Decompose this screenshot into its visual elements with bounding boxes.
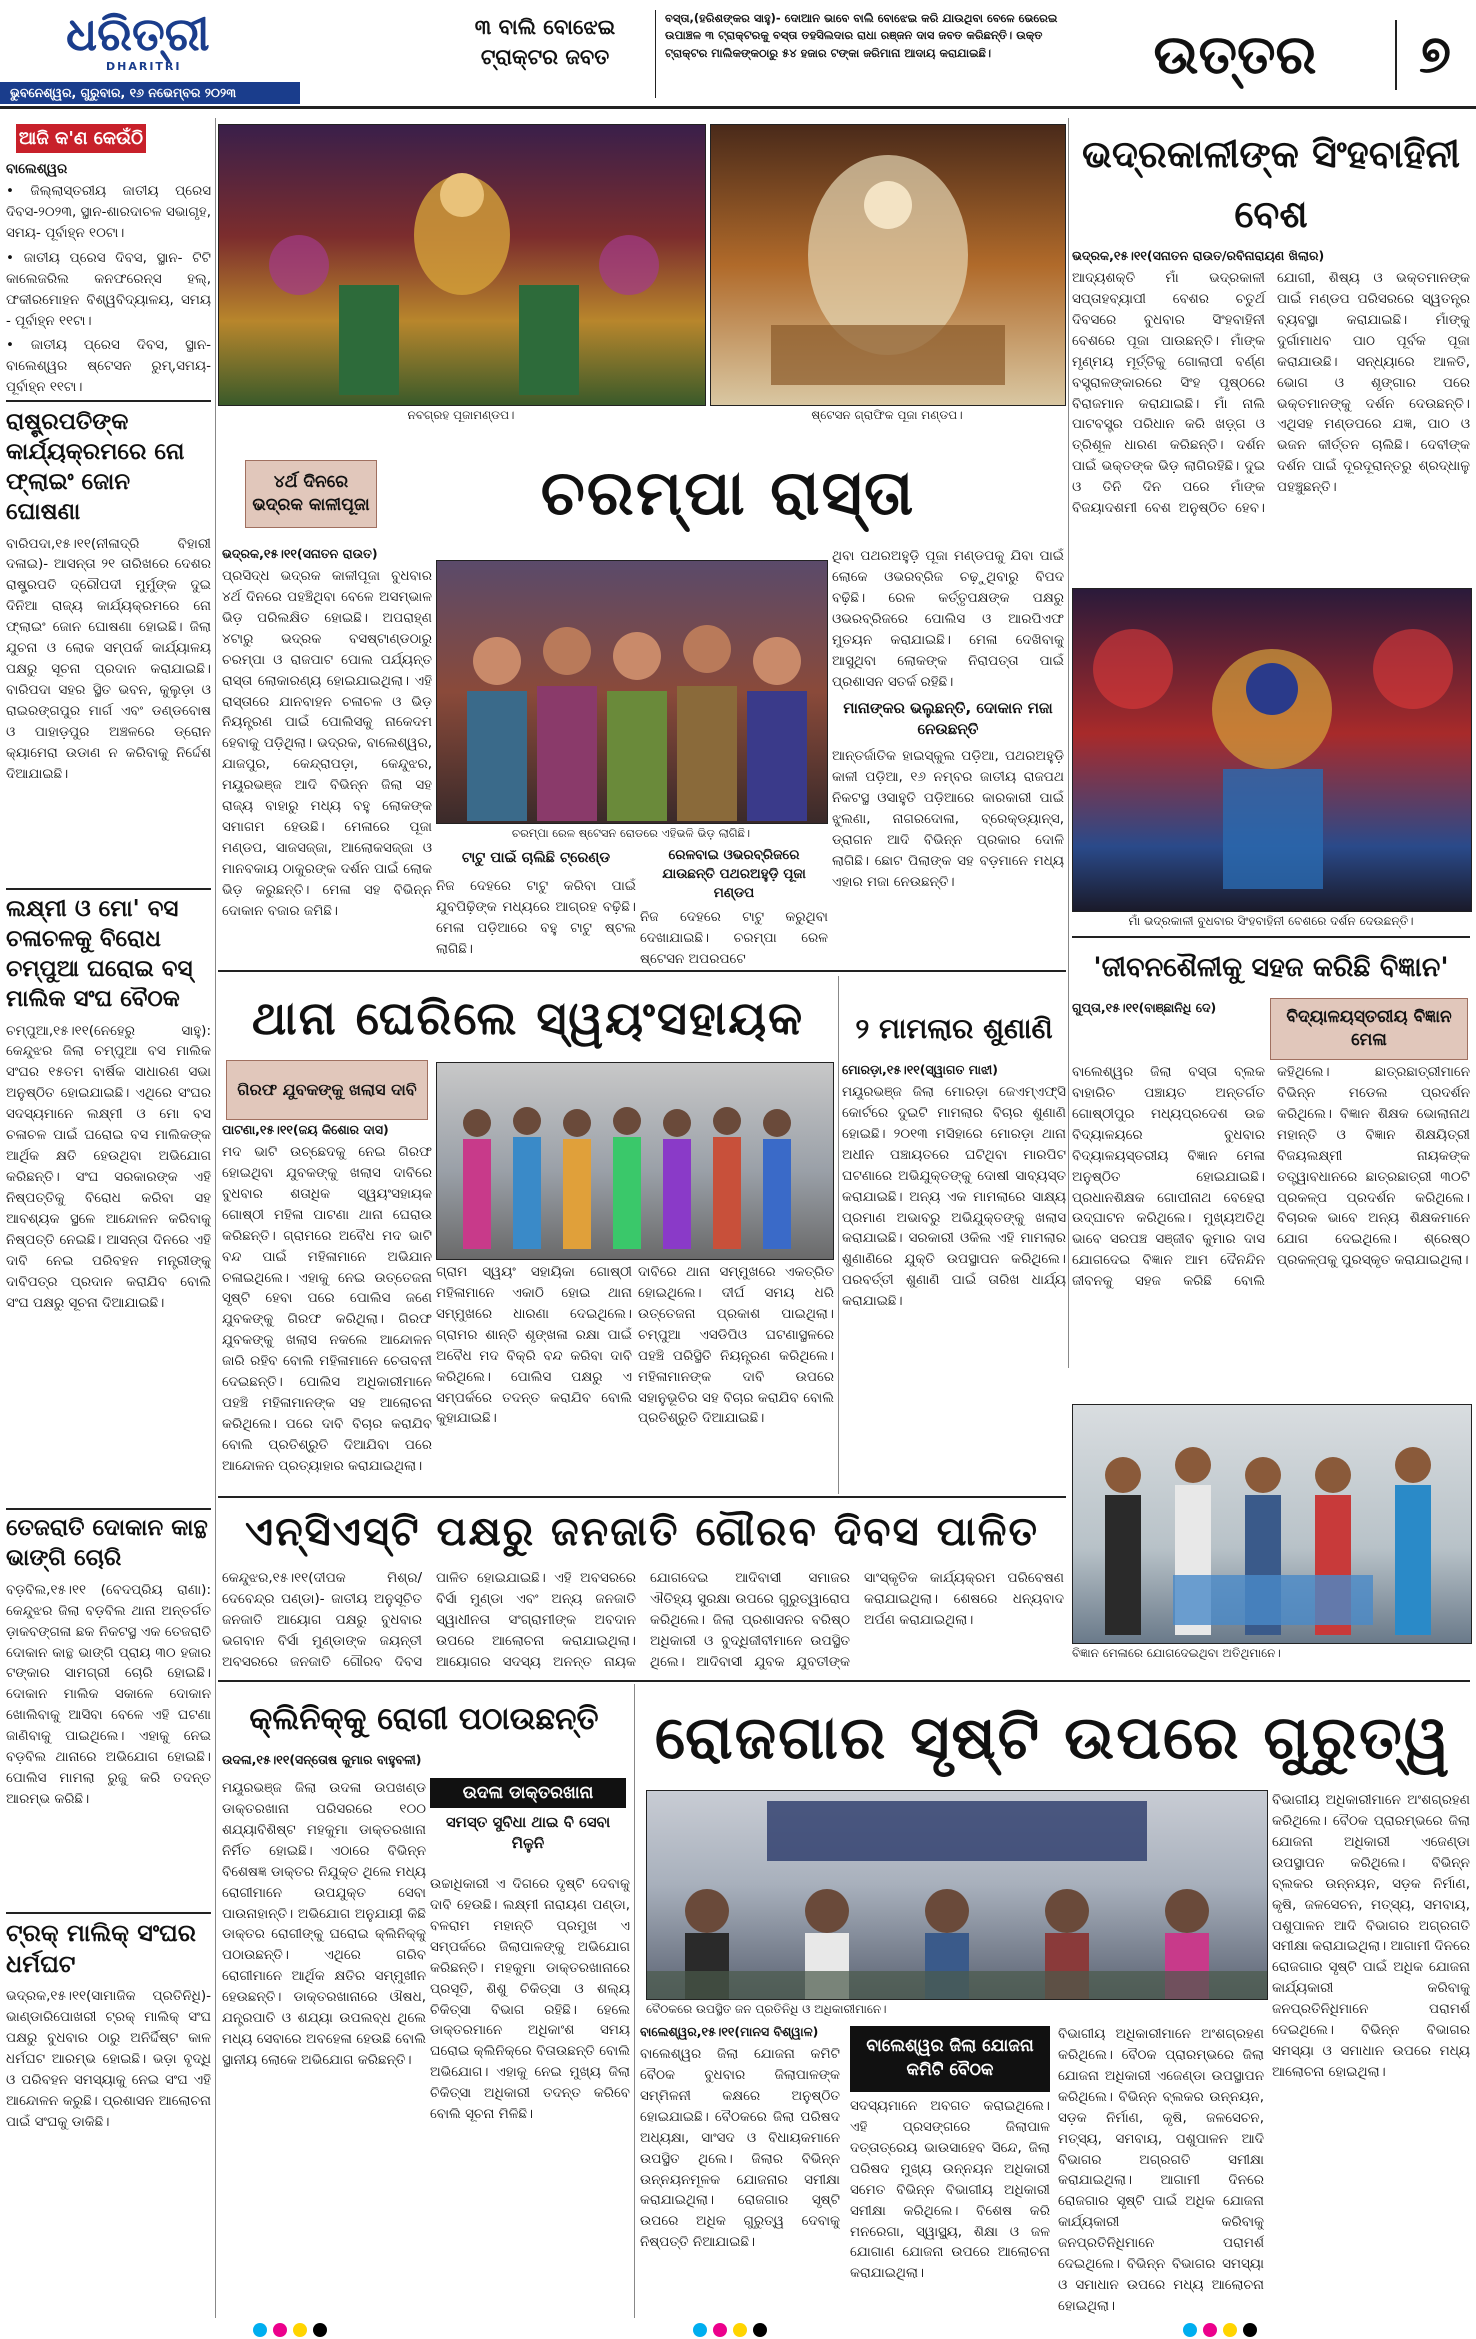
science-fair-illustration	[1073, 1405, 1471, 1643]
theft-headline: ତେଜରାତି ଦୋକାନ କାନ୍ଥ ଭାଙ୍ଗି ଚୋରି	[6, 1515, 208, 1571]
shg-col1: ପାଟଣା,୧୫।୧୧(ଜୟ କିଶୋର ଦାସ) ମଦ ଭାଟି ଉଚ୍ଛେଦକୁ ନେଇ ଗିରଫ ହୋଇଥିବା ଯୁବକଙ୍କୁ ଖଲାସ ଦାବିରେ ବୁଧବାର ଶତାଧିକ ସ୍ୱୟଂସହାୟକ ଗୋଷ୍ଠୀ ମହିଳା ପାଟଣା ଥାନା ଘେରାଉ କରିଛନ୍ତି। ଗ୍ରାମରେ ଅବୈଧ ମଦ ଭାଟି ବନ୍ଦ ପାଇଁ ମହିଳାମାନେ ଅଭିଯାନ ଚଳାଇଥିଲେ। ଏହାକୁ ନେଇ ଉତ୍ତେଜନା ସୃଷ୍ଟି ହେବା ପରେ ପୋଲିସ ଜଣେ ଯୁବକଙ୍କୁ ଗିରଫ କରିଥିଲା। ଗିରଫ ଯୁବକଙ୍କୁ ଖଲାସ ନକଲେ ଆନ୍ଦୋଳନ ଜାରି ରହିବ ବୋଲି ମହିଳାମାନେ ଚେତାବନୀ ଦେଇଛନ୍ତି। ପୋଲିସ ଅଧିକାରୀମାନେ ପହଞ୍ଚି ମହିଳାମାନଙ୍କ ସହ ଆଲୋଚନା କରିଥିଲେ। ପରେ ଦାବି ବିଚାର କରାଯିବ ବୋଲି ପ୍ରତିଶ୍ରୁତି ଦିଆଯିବା ପରେ ଆନ୍ଦୋଳନ ପ୍ରତ୍ୟାହାର କରାଯାଇଥିଲା।	[222, 1122, 432, 1474]
durga-story	[1072, 124, 1470, 584]
employment-byline: ବାଲେଶ୍ୱର,୧୫।୧୧(ମାନସ ବିଶ୍ୱାଳ)	[640, 2024, 819, 2039]
kalipuja-sub1: ମାନାଙ୍କର ଭଲୁଛନ୍ତି, ଦୋକାନ ମଜା ନେଉଛନ୍ତି	[843, 699, 1053, 739]
durga-photo-2-caption: ଷ୍ଟେସନ ଗ୍ରାଫିକ ପୂଜା ମଣ୍ଡପ।	[811, 408, 963, 422]
truck-story	[6, 1918, 211, 2318]
kalipuja-col4: ରେଳବାଇ ଓଭରବ୍ରିଜରେ ଯାଉଛନ୍ତି ପଥରଅହୁଡ଼ି ପୂଜା ମଣ୍ଡପ ନିଜ ଦେହରେ ଟାଟୁ କରୁଥିବା ଦେଖାଯାଇଛି। ଚରମ୍ପା ରେଳ ଷ୍ଟେସନ ଅପରପଟେ	[640, 847, 828, 966]
science-byline: ଗୁପ୍ତା,୧୫।୧୧(ବାଞ୍ଛାନିଧି ଦେ)	[1072, 1000, 1217, 1015]
shg-kicker: ଗିରଫ ଯୁବକଙ୍କୁ ଖଲାସ ଦାବି	[226, 1060, 428, 1120]
employment-col3: ବିଭାଗୀୟ ଅଧିକାରୀମାନେ ଅଂଶଗ୍ରହଣ କରିଥିଲେ। ବୈଠକ ପ୍ରାରମ୍ଭରେ ଜିଲା ଯୋଜନା ଅଧିକାରୀ ଏଜେଣ୍ଡା ଉପସ୍ଥାପନ କରିଥିଲେ। ବିଭିନ୍ନ ବ୍ଲକର ଉନ୍ନୟନ, ସଡ଼କ ନିର୍ମାଣ, କୃଷି, ଜଳସେଚନ, ମତ୍ସ୍ୟ, ସମବାୟ, ପଶୁପାଳନ ଆଦି ବିଭାଗର ଅଗ୍ରଗତି ସମୀକ୍ଷା କରାଯାଇଥିଲା। ଆଗାମୀ ଦିନରେ ରୋଜଗାର ସୃଷ୍ଟି ପାଇଁ ଅଧିକ ଯୋଜନା କାର୍ଯ୍ୟକାରୀ କରିବାକୁ ଜନପ୍ରତିନିଧିମାନେ ପରାମର୍ଶ ଦେଇଥିଲେ। ବିଭିନ୍ନ ବିଭାଗର ସମସ୍ୟା ଓ ସମାଧାନ ଉପରେ ମଧ୍ୟ ଆଲୋଚନା ହୋଇଥିଲା।	[1058, 2026, 1264, 2314]
durga-body: ଆଦ୍ୟଶକ୍ତି ମାଁ ଭଦ୍ରକାଳୀ ସପ୍ତାହବ୍ୟାପୀ ବେଶର ଚତୁର୍ଥ ଦିବସରେ ବୁଧବାର ସିଂହବାହିନୀ ବେଶରେ ପୂଜା ପାଉଛନ୍ତି। ମାଁଙ୍କ ମୃଣ୍ମୟ ମୂର୍ତ୍ତିକୁ ଗୋଲାପୀ ବର୍ଣ୍ଣ ବସ୍ତ୍ରାଳଙ୍କାରରେ ସିଂହ ପୃଷ୍ଠରେ ବିରାଜମାନ କରାଯାଇଛି। ମାଁ ନାଲି ପାଟବସ୍ତ୍ର ପରିଧାନ କରି ଖଡ଼୍ଗ ଓ ତ୍ରିଶୂଳ ଧାରଣ କରିଛନ୍ତି। ଦର୍ଶନ ପାଇଁ ଭକ୍ତଙ୍କ ଭିଡ଼ ଲାଗିରହିଛି। ଦୁଇ ଓ ତିନି ଦିନ ପରେ ମାଁଙ୍କ ବିଜୟାଦଶମୀ ବେଶ ଅନୁଷ୍ଠିତ ହେବ। ଯୋଗୀ, ଶିଷ୍ୟ ଓ ଭକ୍ତମାନଙ୍କ ପାଇଁ ମଣ୍ଡପ ପରିସରରେ ସ୍ୱତନ୍ତ୍ର ବ୍ୟବସ୍ଥା କରାଯାଇଛି। ମାଁଙ୍କୁ ଦୁର୍ଗାମାଧବ ପାଠ ପୂର୍ବକ ପୂଜା କରାଯାଉଛି। ସନ୍ଧ୍ୟାରେ ଆଳତି, ଭୋଗ ଓ ଶୃଙ୍ଗାର ପରେ ଭକ୍ତମାନଙ୍କୁ ଦର୍ଶନ ଦେଉଛନ୍ତି। ଏଥିସହ ମଣ୍ଡପରେ ଯଜ୍ଞ, ପାଠ ଓ ଭଜନ କୀର୍ତ୍ତନ ଚାଲିଛି। ଦେବୀଙ୍କ ଦର୍ଶନ ପାଇଁ ଦୂରଦୂରାନ୍ତରୁ ଶ୍ରଦ୍ଧାଳୁ ପହଞ୍ଚୁଛନ୍ତି।	[1072, 270, 1470, 517]
science-kicker: ବିଦ୍ୟାଳୟସ୍ତରୀୟ ବିଜ୍ଞାନ ମେଳା	[1270, 998, 1468, 1060]
durga-headline: ଭଦ୍ରକାଳୀଙ୍କ ସିଂହବାହିନୀ ବେଶ	[1082, 132, 1460, 236]
page-number: ୭	[1419, 25, 1451, 85]
clinic-kicker-1: ଉଦଳା ଡାକ୍ତରଖାନା	[430, 1778, 626, 1808]
court-byline: ମୋରଡ଼ା,୧୫।୧୧(ସ୍ୱାଗତ ମାଝୀ)	[842, 1062, 998, 1077]
kalipuja-sub2: ଟାଟୁ ପାଇଁ ଚାଲିଛି ଟ୍ରେଣ୍ଡ	[461, 850, 611, 866]
employment-col1: ବାଲେଶ୍ୱର,୧୫।୧୧(ମାନସ ବିଶ୍ୱାଳ) ବାଲେଶ୍ୱର ଜିଲା ଯୋଜନା କମିଟି ବୈଠକ ବୁଧବାର ଜିଲାପାଳଙ୍କ ସମ୍ମିଳନୀ କକ୍ଷରେ ଅନୁଷ୍ଠିତ ହୋଇଯାଇଛି। ବୈଠକରେ ଜିଲା ପରିଷଦ ଅଧ୍ୟକ୍ଷା, ସାଂସଦ ଓ ବିଧାୟକମାନେ ଉପସ୍ଥିତ ଥିଲେ। ଜିଲାର ବିଭିନ୍ନ ଉନ୍ନୟନମୂଳକ ଯୋଜନାର ସମୀକ୍ଷା କରାଯାଇଥିଲା। ରୋଜଗାର ସୃଷ୍ଟି ଉପରେ ଅଧିକ ଗୁରୁତ୍ୱ ଦେବାକୁ ନିଷ୍ପତ୍ତି ନିଆଯାଇଛି।	[640, 2024, 840, 2251]
kalipuja-col1	[222, 546, 432, 966]
court-headline: ୨ ମାମଲାର ଶୁଣାଣି	[855, 1012, 1053, 1045]
clinic-col1: ମୟୂରଭଞ୍ଜ ଜିଲା ଉଦଳା ଉପଖଣ୍ଡ ଡାକ୍ତରଖାନା ପରିସରରେ ୧୦୦ ଶଯ୍ୟାବିଶିଷ୍ଟ ମହକୁମା ଡାକ୍ତରଖାନା ନିର୍ମିତ ହୋଇଛି। ଏଠାରେ ବିଭିନ୍ନ ବିଶେଷଜ୍ଞ ଡାକ୍ତର ନିଯୁକ୍ତ ଥିଲେ ମଧ୍ୟ ରୋଗୀମାନେ ଉପଯୁକ୍ତ ସେବା ପାଉନାହାନ୍ତି। ଅଭିଯୋଗ ଅନୁଯାୟୀ କିଛି ଡାକ୍ତର ରୋଗୀଙ୍କୁ ଘରୋଇ କ୍ଲିନିକ୍‌କୁ ପଠାଉଛନ୍ତି। ଏଥିରେ ଗରିବ ରୋଗୀମାନେ ଆର୍ଥିକ କ୍ଷତିର ସମ୍ମୁଖୀନ ହେଉଛନ୍ତି। ଡାକ୍ତରଖାନାରେ ଔଷଧ, ଯନ୍ତ୍ରପାତି ଓ ଶଯ୍ୟା ଉପଲବ୍ଧ ଥିଲେ ମଧ୍ୟ ସେବାରେ ଅବହେଳା ହେଉଛି ବୋଲି ସ୍ଥାନୀୟ ଲୋକେ ଅଭିଯୋଗ କରିଛନ୍ତି।	[222, 1780, 426, 2068]
science-headline: 'ଜୀବନଶୈଳୀକୁ ସହଜ କରିଛି ବିଜ୍ଞାନ'	[1093, 952, 1449, 983]
bus-headline: ଲକ୍ଷ୍ମୀ ଓ ମୋ' ବସ ଚଳାଚଳକୁ ବିରୋଧ ଚମ୍ପୁଆ ଘରୋଇ ବସ୍ ମାଲିକ ସଂଘ ବୈଠକ	[6, 896, 193, 1012]
bus-story	[6, 895, 211, 1505]
kalipuja-col2: ଥିବା ପଥରଅହୁଡ଼ି ପୂଜା ମଣ୍ଡପକୁ ଯିବା ପାଇଁ ଲୋକେ ଓଭରବ୍ରିଜ ଚଢ଼ୁଥିବାରୁ ବିପଦ ବଢ଼ିଛି। ରେଳ କର୍ତ୍ତୃପକ୍ଷଙ୍କ ପକ୍ଷରୁ ଓଭରବ୍ରିଜରେ ପୋଲିସ ଓ ଆରପିଏଫ ମୁତୟନ କରାଯାଇଛି। ମେଳା ଦେଖିବାକୁ ଆସୁଥିବା ଲୋକଙ୍କ ନିରାପତ୍ତା ପାଇଁ ପ୍ରଶାସନ ସତର୍କ ରହିଛି। ମାନାଙ୍କର ଭଲୁଛନ୍ତି, ଦୋକାନ ମଜା ନେଉଛନ୍ତି ଆନ୍ତର୍ଜାତିକ ହାଇସ୍କୁଲ ପଡ଼ିଆ, ପଥରଅହୁଡ଼ି କାଳୀ ପଡ଼ିଆ, ୧୬ ନମ୍ବର ଜାତୀୟ ରାଜପଥ ନିକଟସ୍ଥ ଓସାହୁତି ପଡ଼ିଆରେ କାରକାରୀ ପାଇଁ ଝୁଲଣା, ନାଗରଦୋଳା, ବ୍ରେକ୍‌ଡ୍ୟାନ୍ସ, ଡ୍ରାଗନ ଆଦି ବିଭିନ୍ନ ପ୍ରକାର ଦୋଳି ଲାଗିଛି। ଛୋଟ ପିଲାଙ୍କ ସହ ବଡ଼ମାନେ ମଧ୍ୟ ଏହାର ମଜା ନେଉଛନ୍ତି।	[832, 548, 1064, 890]
shg-col3: ଦାବିରେ ଥାନା ସମ୍ମୁଖରେ ଏକତ୍ରିତ ହୋଇଥିଲେ। ଦୀର୍ଘ ସମୟ ଧରି ଉତ୍ତେଜନା ପ୍ରକାଶ ପାଇଥିଲା। ଚମ୍ପୁଆ ଏସଡିପିଓ ଘଟଣାସ୍ଥଳରେ ପହଞ୍ଚି ପରିସ୍ଥିତି ନିୟନ୍ତ୍ରଣ କରିଥିଲେ। ମହିଳାମାନଙ୍କ ଦାବି ଉପରେ ସହାନୁଭୂତିର ସହ ବିଚାର କରାଯିବ ବୋଲି ପ୍ରତିଶ୍ରୁତି ଦିଆଯାଇଛି।	[638, 1264, 834, 1427]
shg-photo	[436, 1062, 834, 1260]
event-item: • ଜାତୀୟ ପ୍ରେସ ଦିବସ, ସ୍ଥାନ- ବାଲେଶ୍ୱର ଷ୍ଟେସନ ରୁମ୍,ସମୟ-ପୂର୍ବାହ୍ନ ୧୧ଟା।	[6, 337, 211, 396]
shg-headline: ଥାନା ଘେରିଲେ ସ୍ୱୟଂସହାୟକ	[251, 991, 805, 1045]
durga-photo-1-caption: ନବଗ୍ରହ ପୂଜାମଣ୍ଡପ।	[407, 408, 515, 422]
employment-kicker: ବାଲେଶ୍ୱର ଜିଲା ଯୋଜନା କମିଟି ବୈଠକ	[850, 2026, 1050, 2092]
clinic-headline: କ୍ଲିନିକ୍‌କୁ ରୋଗୀ ପଠାଉଛନ୍ତି	[249, 1701, 599, 1737]
bhadrakali-photo	[1072, 588, 1472, 912]
bhadrakali-photo-caption: ମାଁ ଭଦ୍ରକାଳୀ ବୁଧବାର ସିଂହବାହିନୀ ବେଶରେ ଦର୍ଶନ ଦେଉଛନ୍ତି।	[1128, 914, 1414, 928]
logo	[66, 8, 246, 78]
kalipuja-byline: ଭଦ୍ରକ,୧୫।୧୧(ସନାତନ ରାଉତ)	[222, 546, 378, 561]
pandal-illustration	[711, 125, 1065, 405]
science-fair-photo	[1072, 1404, 1472, 1644]
shg-col2: ଗ୍ରାମ ସ୍ୱୟଂ ସହାୟିକା ଗୋଷ୍ଠୀ ମହିଳାମାନେ ଏକାଠି ହୋଇ ଥାନା ସମ୍ମୁଖରେ ଧାରଣା ଦେଇଥିଲେ। ଗ୍ରାମର ଶାନ୍ତି ଶୃଙ୍ଖଳା ରକ୍ଷା ପାଇଁ ଅବୈଧ ମଦ ବିକ୍ରି ବନ୍ଦ କରିବା ଦାବି କରିଥିଲେ। ପୋଲିସ ପକ୍ଷରୁ ଏ ସମ୍ପର୍କରେ ତଦନ୍ତ କରାଯିବ ବୋଲି କୁହାଯାଇଛି।	[436, 1264, 632, 1427]
employment-headline: ରୋଜଗାର ସୃଷ୍ଟି ଉପରେ ଗୁରୁତ୍ୱ	[654, 1703, 1452, 1773]
theft-body: ବଡ଼ବିଲ,୧୫।୧୧ (ବେଦପ୍ରିୟ ରାଣା): କେନ୍ଦୁଝର ଜିଲା ବଡ଼ବିଲ ଥାନା ଅନ୍ତର୍ଗତ ଡ଼ାକବଙ୍ଗଳା ଛକ ନିକଟସ୍ଥ ଏକ ତେଜରାତି ଦୋକାନ କାନ୍ଥ ଭାଙ୍ଗି ପ୍ରାୟ ୩୦ ହଜାର ଟଙ୍କାର ସାମଗ୍ରୀ ଚୋରି ହୋଇଛି। ଦୋକାନ ମାଲିକ ସକାଳେ ଦୋକାନ ଖୋଲିବାକୁ ଆସିବା ବେଳେ ଏହି ଘଟଣା ଜାଣିବାକୁ ପାଇଥିଲେ। ଏହାକୁ ନେଇ ବଡ଼ବିଲ ଥାନାରେ ଅଭିଯୋଗ ହୋଇଛି। ପୋଲିସ ମାମଲା ରୁଜୁ କରି ତଦନ୍ତ ଆରମ୍ଭ କରିଛି।	[6, 1581, 211, 1807]
court-story: ମୋରଡ଼ା,୧୫।୧୧(ସ୍ୱାଗତ ମାଝୀ) ମୟୂରଭଞ୍ଜ ଜିଲା ମୋରଡ଼ା ଜେଏମ୍‌ଏଫ୍‌ସି କୋର୍ଟରେ ଦୁଇଟି ମାମଲାର ବିଚାର ଶୁଣାଣି ହୋଇଛି। ୨୦୧୩ ମସିହାରେ ମୋରଡ଼ା ଥାନା ଅଧୀନ ପଞ୍ଚାୟତରେ ଘଟିଥିବା ମାରପିଟ ଘଟଣାରେ ଅଭିଯୁକ୍ତଙ୍କୁ ଦୋଷୀ ସାବ୍ୟସ୍ତ କରାଯାଇଛି। ଅନ୍ୟ ଏକ ମାମଲାରେ ସାକ୍ଷ୍ୟ ପ୍ରମାଣ ଅଭାବରୁ ଅଭିଯୁକ୍ତଙ୍କୁ ଖଲାସ କରାଯାଇଛି। ସରକାରୀ ଓକିଲ ଏହି ମାମଲାର ଶୁଣାଣିରେ ଯୁକ୍ତି ଉପସ୍ଥାପନ କରିଥିଲେ। ପରବର୍ତ୍ତୀ ଶୁଣାଣି ପାଇଁ ତାରିଖ ଧାର୍ଯ୍ୟ କରାଯାଇଛି।	[842, 1062, 1066, 1310]
shg-byline: ପାଟଣା,୧୫।୧୧(ଜୟ କିଶୋର ଦାସ)	[222, 1122, 389, 1137]
president-headline: ରାଷ୍ଟ୍ରପତିଙ୍କ କାର୍ଯ୍ୟକ୍ରମରେ ନୋ ଫ୍ଲାଇଂ ଜୋନ ଘୋଷଣା	[6, 409, 185, 525]
section-title: ଉତ୍ତର	[1153, 23, 1317, 86]
meeting-illustration	[647, 1791, 1267, 1999]
clinic-kicker-2: ସମସ୍ତ ସୁବିଧା ଥାଇ ବି ସେବା ମିଳୁନି	[445, 1813, 611, 1852]
bhadrakali-illustration	[1073, 589, 1471, 911]
kalipuja-col3: ନିଜ ଦେହରେ ଟାଟୁ କରିବା ପାଇଁ ଯୁବପିଢ଼ିଙ୍କ ମଧ୍ୟରେ ଆଗ୍ରହ ବଢ଼ିଛି। ମେଳା ପଡ଼ିଆରେ ବହୁ ଟାଟୁ ଷ୍ଟଲ ଲାଗିଛି।	[436, 878, 636, 957]
crowd-photo	[436, 560, 828, 824]
ncst-headline: ଏନ୍‌ସିଏସ୍‌ଟି ପକ୍ଷରୁ ଜନଜାତି ଗୌରବ ଦିବସ ପାଳିତ	[244, 1509, 1040, 1555]
meeting-photo-caption: ବୈଠକରେ ଉପସ୍ଥିତ ଜନ ପ୍ରତିନିଧି ଓ ଅଧିକାରୀମାନେ।	[646, 2002, 887, 2016]
dateline: ଭୁବନେଶ୍ୱର, ଗୁରୁବାର, ୧୬ ନଭେମ୍ବର ୨୦୨୩	[0, 82, 300, 104]
logo-text: ଧରିତ୍ରୀ	[66, 8, 210, 61]
kalipuja-headline: ଚରମ୍ପା ରାସ୍ତା	[540, 456, 916, 529]
science-photo-caption: ବିଜ୍ଞାନ ମେଳାରେ ଯୋଗଦେଇଥିବା ଅତିଥିମାନେ।	[1072, 1646, 1281, 1660]
employment-col4: ବିଭାଗୀୟ ଅଧିକାରୀମାନେ ଅଂଶଗ୍ରହଣ କରିଥିଲେ। ବୈଠକ ପ୍ରାରମ୍ଭରେ ଜିଲା ଯୋଜନା ଅଧିକାରୀ ଏଜେଣ୍ଡା ଉପସ୍ଥାପନ କରିଥିଲେ। ବିଭିନ୍ନ ବ୍ଲକର ଉନ୍ନୟନ, ସଡ଼କ ନିର୍ମାଣ, କୃଷି, ଜଳସେଚନ, ମତ୍ସ୍ୟ, ସମବାୟ, ପଶୁପାଳନ ଆଦି ବିଭାଗର ଅଗ୍ରଗତି ସମୀକ୍ଷା କରାଯାଇଥିଲା। ଆଗାମୀ ଦିନରେ ରୋଜଗାର ସୃଷ୍ଟି ପାଇଁ ଅଧିକ ଯୋଜନା କାର୍ଯ୍ୟକାରୀ କରିବାକୁ ଜନପ୍ରତିନିଧିମାନେ ପରାମର୍ଶ ଦେଇଥିଲେ। ବିଭିନ୍ନ ବିଭାଗର ସମସ୍ୟା ଓ ସମାଧାନ ଉପରେ ମଧ୍ୟ ଆଲୋଚନା ହୋଇଥିଲା।	[1272, 1792, 1470, 2080]
kalipuja-kicker: ୪ର୍ଥ ଦିନରେ ଭଦ୍ରକ କାଳୀପୂଜା	[245, 460, 377, 528]
color-mark-group	[1180, 2322, 1270, 2338]
science-body: ବାଲେଶ୍ୱର ଜିଲା ବସ୍ତା ବ୍ଲକ ବାହାରିଚ ପଞ୍ଚାୟତ ଅନ୍ତର୍ଗତ ଗୋଷ୍ଠୀପୁର ମଧ୍ୟପ୍ରଦେଶ ଉଚ୍ଚ ବିଦ୍ୟାଳୟରେ ବୁଧବାର ବିଦ୍ୟାଳୟସ୍ତରୀୟ ବିଜ୍ଞାନ ମେଳା ଅନୁଷ୍ଠିତ ହୋଇଯାଇଛି। ପ୍ରଧାନଶିକ୍ଷକ ଗୋପୀନାଥ ବେହେରା ଉଦ୍‌ଘାଟନ କରିଥିଲେ। ମୁଖ୍ୟଅତିଥି ଭାବେ ସରପଞ୍ଚ ସଞ୍ଜୀବ କୁମାର ଦାସ ଯୋଗଦେଇ ବିଜ୍ଞାନ ଆମ ଦୈନନ୍ଦିନ ଜୀବନକୁ ସହଜ କରିଛି ବୋଲି କହିଥିଲେ। ଛାତ୍ରଛାତ୍ରୀମାନେ ବିଭିନ୍ନ ମଡେଲ ପ୍ରଦର୍ଶନ କରିଥିଲେ। ବିଜ୍ଞାନ ଶିକ୍ଷକ ଭୋଲାନାଥ ମହାନ୍ତି ଓ ବିଜ୍ଞାନ ଶିକ୍ଷୟିତ୍ରୀ ବିଜୟଲକ୍ଷ୍ମୀ ନାୟକଙ୍କ ତତ୍ତ୍ୱାବଧାନରେ ଛାତ୍ରଛାତ୍ରୀ ୩୦ଟି ପ୍ରକଳ୍ପ ପ୍ରଦର୍ଶନ କରିଥିଲେ। ବିଚାରକ ଭାବେ ଅନ୍ୟ ଶିକ୍ଷକମାନେ ଯୋଗ ଦେଇଥିଲେ। ଶ୍ରେଷ୍ଠ ପ୍ରକଳ୍ପକୁ ପୁରସ୍କୃତ କରାଯାଇଥିଲା।	[1072, 1064, 1470, 1290]
kalipuja-body: ପ୍ରସିଦ୍ଧ ଭଦ୍ରକ କାଳୀପୂଜା ବୁଧବାର ୪ର୍ଥ ଦିନରେ ପହଞ୍ଚିଥିବା ବେଳେ ଅସମ୍ଭାଳ ଭିଡ଼ ପରିଲକ୍ଷିତ ହୋଇଛି। ଅପରାହ୍ଣ ୪ଟାରୁ ଭଦ୍ରକ ବସଷ୍ଟାଣ୍ଡଠାରୁ ଚରମ୍ପା ଓ ରାଜପାଟ ପୋଲ ପର୍ଯ୍ୟନ୍ତ ରାସ୍ତା ଲୋକାରଣ୍ୟ ହୋଇଯାଇଥିଲା। ଏହି ରାସ୍ତାରେ ଯାନବାହନ ଚଳାଚଳ ଓ ଭିଡ଼ ନିୟନ୍ତ୍ରଣ ପାଇଁ ପୋଲିସକୁ ନାକେଦମ ହେବାକୁ ପଡ଼ିଥିଲା। ଭଦ୍ରକ, ବାଲେଶ୍ୱର, ଯାଜପୁର, କେନ୍ଦ୍ରାପଡ଼ା, କେନ୍ଦୁଝର, ମୟୂରଭଞ୍ଜ ଆଦି ବିଭିନ୍ନ ଜିଲା ସହ ରାଜ୍ୟ ବାହାରୁ ମଧ୍ୟ ବହୁ ଲୋକଙ୍କ ସମାଗମ ହେଉଛି। ମେଳାରେ ପୂଜା ମଣ୍ଡପ, ସାଜସଜ୍ଜା, ଆଲୋକସଜ୍ଜା ଓ ମାନବକାୟ ଠାକୁରଙ୍କ ଦର୍ଶନ ପାଇଁ ଲୋକ ଭିଡ଼ କରୁଛନ୍ତି। ମେଳା ସହ ବିଭିନ୍ନ ଦୋକାନ ବଜାର ଜମିଛି।	[222, 568, 432, 919]
employment-col2-extra: ସଦସ୍ୟମାନେ ଅବଗତ କରାଇଥିଲେ। ଏହି ପ୍ରସଙ୍ଗରେ ଜିଲାପାଳ ଦତ୍ତାତ୍ରେୟ ଭାଉସାହେବ ସିନ୍ଦେ, ଜିଲା ପରିଷଦ ମୁଖ୍ୟ ଉନ୍ନୟନ ଅଧିକାରୀ ସମେତ ବିଭିନ୍ନ ବିଭାଗୀୟ ଅଧିକାରୀ ସମୀକ୍ଷା କରିଥିଲେ। ବିଶେଷ କରି ମନରେଗା, ସ୍ୱାସ୍ଥ୍ୟ, ଶିକ୍ଷା ଓ ଜଳ ଯୋଗାଣ ଯୋଜନା ଉପରେ ଆଲୋଚନା କରାଯାଇଥିଲା।	[850, 2098, 1050, 2282]
president-story	[6, 408, 211, 884]
events-city: ବାଲେଶ୍ୱର	[6, 161, 68, 177]
clinic-byline: ଉଦଳା,୧୫।୧୧(ସନ୍ତୋଷ କୁମାର ବାହୁବଳୀ)	[222, 1752, 422, 1767]
durga-photo-1	[218, 124, 706, 406]
teaser-title: ୩ ବାଲି ବୋଝେଇ ଟ୍ରାକ୍ଟର ଜବତ	[474, 15, 616, 69]
teaser-body: ବସ୍ତା,(ହରିଶଙ୍କର ସାହୁ)- ଦୋଆନ ଭାବେ ବାଲି ବୋଝେଇ କରି ଯାଉଥିବା ବେଳେ ଭେରେଇ ଉପାଞ୍ଚଳ ୩ ଟ୍ରାକ୍ଟରକୁ ବସ୍ତା ତହସିଲଦାର ରାଧା ରଞ୍ଜନ ଦାସ ଜବତ କରିଛନ୍ତି। ଉକ୍ତ ଟ୍ରାକ୍ଟର ମାଲିକଙ୍କଠାରୁ ୫୪ ହଜାର ଟଙ୍କା ଜରିମାନା ଆଦାୟ କରାଯାଇଛି।	[665, 11, 1058, 60]
events-box	[6, 124, 211, 396]
masthead	[0, 0, 1476, 110]
crowd-photo-caption: ଚରମ୍ପା ରେଳ ଷ୍ଟେସନ ରୋଡରେ ଏହିଭଳି ଭିଡ଼ ଲାଗିଛି।	[511, 826, 751, 840]
logo-sub: DHARITRI	[106, 60, 182, 73]
president-body: ବାରିପଦା,୧୫।୧୧(ନୀଳାଦ୍ରି ବିହାରୀ ଦଳାଇ)- ଆସନ୍ତା ୨୧ ତାରିଖରେ ଦେଶର ରାଷ୍ଟ୍ରପତି ଦ୍ରୌପଦୀ ମୁର୍ମୁଙ୍କ ଦୁଇ ଦିନିଆ ରାଜ୍ୟ କାର୍ଯ୍ୟକ୍ରମରେ ନୋ ଫ୍ଲାଇଂ ଜୋନ ଘୋଷଣା ହୋଇଛି। ଜିଲା ଯୁଚନା ଓ ଲୋକ ସମ୍ପର୍କ କାର୍ଯ୍ୟାଳୟ ପକ୍ଷରୁ ସୂଚନା ପ୍ରଦାନ କରାଯାଇଛି। ବାରିପଦା ସହର ସ୍ଥିତ ଭବନ, କୁଲୁଡ଼ା ଓ ରାଇରଙ୍ଗପୁର ମାର୍ଗ ଏବଂ ଡଣ୍ଡବୋଷ ଓ ପାହାଡ଼ପୁର ଅଞ୍ଚଳରେ ଡ୍ରୋନ କ୍ୟାମେରା ଉଡାଣ ନ କରିବାକୁ ନିର୍ଦ୍ଦେଶ ଦିଆଯାଇଛି।	[6, 535, 211, 782]
durga-byline: ଭଦ୍ରକ,୧୫।୧୧(ସନାତନ ରାଉତ/ରବିନାରାୟଣ ଖିଲାର)	[1072, 248, 1325, 263]
color-mark-group	[250, 2322, 340, 2338]
events-title: ଆଜି କ'ଣ କେଉଁଠି	[16, 124, 146, 153]
event-item: • ଜିଲ୍ଲାସ୍ତରୀୟ ଜାତୀୟ ପ୍ରେସ ଦିବସ-୨୦୨୩, ସ୍ଥାନ-ଶାରଦାଚଳ ସଭାଗୃହ, ସମୟ- ପୂର୍ବାହ୍ନ ୧୦ଟା।	[6, 183, 211, 241]
bus-body: ଚମ୍ପୁଆ,୧୫।୧୧(ନେହେରୁ ସାହୁ): କେନ୍ଦୁଝର ଜିଲା ଚମ୍ପୁଆ ବସ ମାଲିକ ସଂଘର ୧୫ତମ ବାର୍ଷିକ ସାଧାରଣ ସଭା ଅନୁଷ୍ଠିତ ହୋଇଯାଇଛି। ଏଥିରେ ସଂଘର ସଦସ୍ୟମାନେ ଲକ୍ଷ୍ମୀ ଓ ମୋ ବସ ଚଳାଚଳ ପାଇଁ ଘରୋଇ ବସ ମାଲିକଙ୍କ ଆର୍ଥିକ କ୍ଷତି ହେଉଥିବା ଅଭିଯୋଗ କରିଛନ୍ତି। ସଂଘ ସରକାରଙ୍କ ଏହି ନିଷ୍ପତ୍ତିକୁ ବିରୋଧ କରିବା ସହ ଆବଶ୍ୟକ ସ୍ଥଳେ ଆନ୍ଦୋଳନ କରିବାକୁ ନିଷ୍ପତ୍ତି ନେଇଛି। ଆସନ୍ତା ଦିନରେ ଏହି ଦାବି ନେଇ ପରିବହନ ମନ୍ତ୍ରୀଙ୍କୁ ଦାବିପତ୍ର ପ୍ରଦାନ କରାଯିବ ବୋଲି ସଂଘ ପକ୍ଷରୁ ସୂଚନା ଦିଆଯାଇଛି।	[6, 1022, 211, 1311]
shg-women-illustration	[437, 1063, 833, 1259]
theft-story	[6, 1514, 211, 1909]
truck-headline: ଟ୍ରକ୍ ମାଲିକ୍ ସଂଘର ଧର୍ମଘଟ	[6, 1919, 196, 1979]
durga-photo-2	[710, 124, 1066, 406]
color-mark-group	[690, 2322, 780, 2338]
kalipuja-sub3: ରେଳବାଇ ଓଭରବ୍ରିଜରେ ଯାଉଛନ୍ତି ପଥରଅହୁଡ଼ି ପୂଜା ମଣ୍ଡପ	[662, 847, 806, 901]
meeting-photo	[646, 1790, 1268, 2000]
ncst-body: କେନ୍ଦୁଝର,୧୫।୧୧(ଦୀପକ ମିଶ୍ର/ଦେବେନ୍ଦ୍ର ପଣ୍ଡା)- ଜାତୀୟ ଅନୁସୂଚିତ ଜନଜାତି ଆୟୋଗ ପକ୍ଷରୁ ବୁଧବାର ଭଗବାନ ବିର୍ସା ମୁଣ୍ଡାଙ୍କ ଜୟନ୍ତୀ ଅବସରରେ ଜନଜାତି ଗୌରବ ଦିବସ ପାଳିତ ହୋଇଯାଇଛି। ଏହି ଅବସରରେ ବିର୍ସା ମୁଣ୍ଡା ଏବଂ ଅନ୍ୟ ଜନଜାତି ସ୍ୱାଧୀନତା ସଂଗ୍ରାମୀଙ୍କ ଅବଦାନ ଉପରେ ଆଲୋଚନା କରାଯାଇଥିଲା। ଆୟୋଗର ସଦସ୍ୟ ଅନନ୍ତ ନାୟକ ଯୋଗଦେଇ ଆଦିବାସୀ ସମାଜର ଐତିହ୍ୟ ସୁରକ୍ଷା ଉପରେ ଗୁରୁତ୍ୱାରୋପ କରିଥିଲେ। ଜିଲା ପ୍ରଶାସନର ବରିଷ୍ଠ ଅଧିକାରୀ ଓ ବୁଦ୍ଧିଜୀବୀମାନେ ଉପସ୍ଥିତ ଥିଲେ। ଆଦିବାସୀ ଯୁବକ ଯୁବତୀଙ୍କ ସାଂସ୍କୃତିକ କାର୍ଯ୍ୟକ୍ରମ ପରିବେଷଣ କରାଯାଇଥିଲା। ଶେଷରେ ଧନ୍ୟବାଦ ଅର୍ପଣ କରାଯାଇଥିଲା।	[222, 1570, 1064, 1670]
idol-illustration	[219, 125, 705, 405]
crowd-illustration	[437, 561, 827, 823]
truck-body: ଭଦ୍ରକ,୧୫।୧୧(ସାମାଜିକ ପ୍ରତିନିଧି)- ଭାଣ୍ଡାରିପୋଖରୀ ଟ୍ରକ୍ ମାଲିକ୍ ସଂଘ ପକ୍ଷରୁ ବୁଧବାର ଠାରୁ ଅନିର୍ଦ୍ଦିଷ୍ଟ କାଳ ଧର୍ମଘଟ ଆରମ୍ଭ ହୋଇଛି। ଭଡ଼ା ବୃଦ୍ଧି ଓ ପରିବହନ ସମସ୍ୟାକୁ ନେଇ ସଂଘ ଏହି ଆନ୍ଦୋଳନ କରୁଛି। ପ୍ରଶାସନ ଆଲୋଚନା ପାଇଁ ସଂଘକୁ ଡାକିଛି।	[6, 1988, 211, 2130]
footer-color-marks	[0, 2320, 1476, 2339]
clinic-col2: ଉଚ୍ଚାଧିକାରୀ ଏ ଦିଗରେ ଦୃଷ୍ଟି ଦେବାକୁ ଦାବି ହେଉଛି। ଲକ୍ଷ୍ମୀ ନାରାୟଣ ପଣ୍ଡା, ବଳରାମ ମହାନ୍ତି ପ୍ରମୁଖ ଏ ସମ୍ପର୍କରେ ଜିଲାପାଳଙ୍କୁ ଅଭିଯୋଗ କରିଛନ୍ତି। ମହକୁମା ଡାକ୍ତରଖାନାରେ ପ୍ରସୂତି, ଶିଶୁ ଚିକିତ୍ସା ଓ ଶଲ୍ୟ ଚିକିତ୍ସା ବିଭାଗ ରହିଛି। ହେଲେ ଡାକ୍ତରମାନେ ଅଧିକାଂଶ ସମୟ ଘରୋଇ କ୍ଲିନିକ୍‌ରେ ବିତାଉଛନ୍ତି ବୋଲି ଅଭିଯୋଗ। ଏହାକୁ ନେଇ ମୁଖ୍ୟ ଜିଲା ଚିକିତ୍ସା ଅଧିକାରୀ ତଦନ୍ତ କରିବେ ବୋଲି ସୂଚନା ମିଳିଛି।	[430, 1876, 630, 2123]
event-item: • ଜାତୀୟ ପ୍ରେସ ଦିବସ, ସ୍ଥାନ- ଟିଟି କାଲେଜରିଲ କନଫରେନ୍ସ ହଲ୍, ଫକୀରମୋହନ ବିଶ୍ୱବିଦ୍ୟାଳୟ, ସମୟ - ପୂର୍ବାହ୍ନ ୧୧ଟା।	[6, 249, 211, 329]
